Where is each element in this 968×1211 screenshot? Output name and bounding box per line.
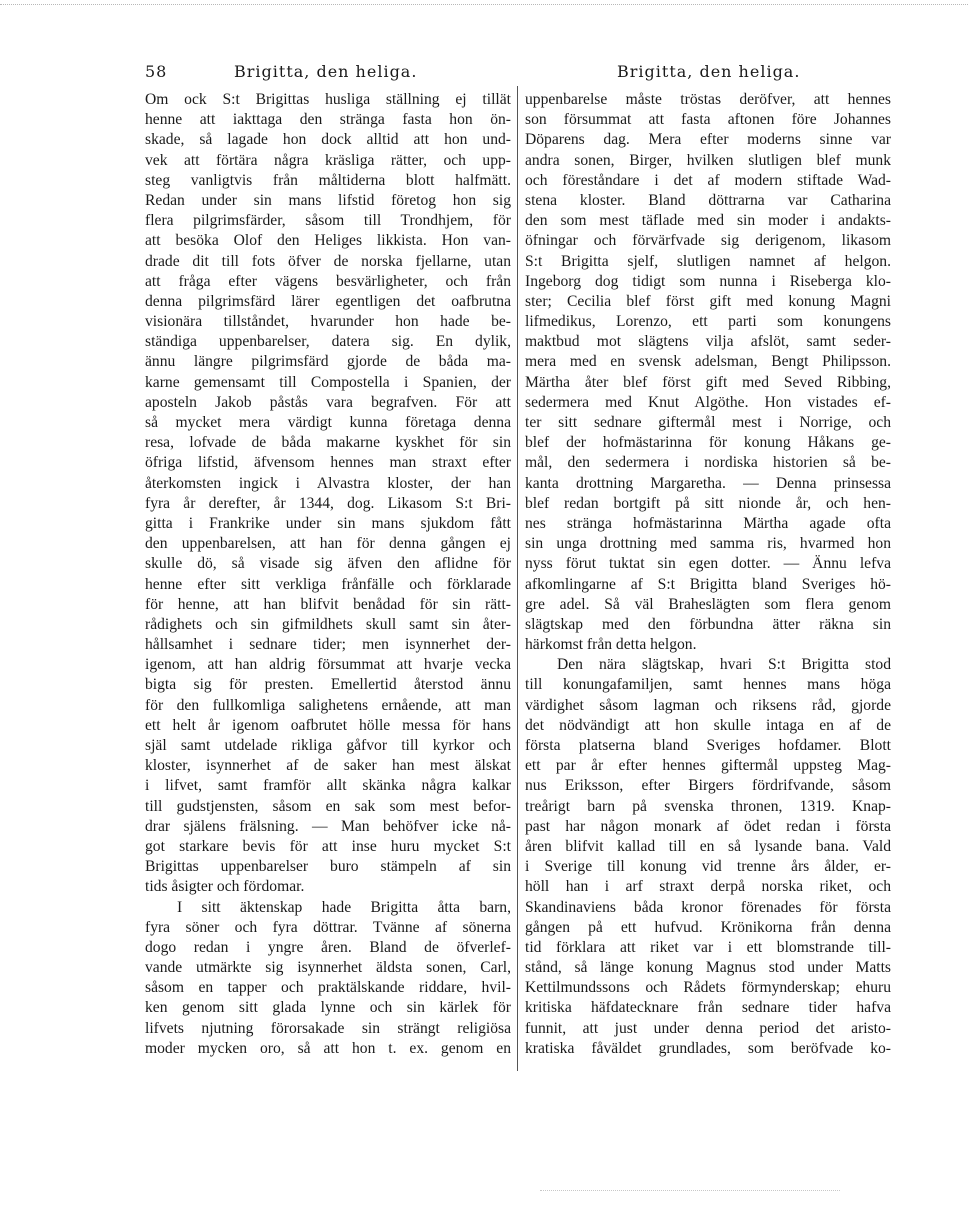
text-line: nus Eriksson, efter Birgers fördrifvande, såsom bbox=[525, 777, 891, 795]
text-line: slägtskap med den förbundna ätter räkna sin bbox=[525, 615, 891, 633]
text-line: för henne, att han blifvit benådad för sin rätt- bbox=[145, 595, 511, 613]
text-line: såsom en tapper och praktälskande riddare, hvil- bbox=[145, 979, 511, 997]
text-line: son försummat att fasta aftonen före Johannes bbox=[525, 111, 891, 129]
column-divider bbox=[517, 86, 518, 1071]
text-line: i lifvet, samt framför allt skänka några kalkar bbox=[145, 777, 511, 795]
text-line: kritiska häfdatecknare från sednare tider hafva bbox=[525, 999, 891, 1017]
text-line: Skandinaviens båda kronor förenades för första bbox=[525, 898, 891, 916]
text-line: nyss förut tuktat sin egen dotter. — Ännu lefva bbox=[525, 555, 891, 573]
text-line: henne efter sitt verkliga frånfälle och förklarade bbox=[145, 575, 511, 593]
text-line: hållsamhet i sednare tider; men isynnerhet der- bbox=[145, 636, 511, 654]
text-line: ständiga uppenbarelser, datera sig. En dylik, bbox=[145, 333, 511, 351]
text-line: till gudstjensten, såsom en sak som mest befor- bbox=[145, 797, 511, 815]
text-line: den som mest täflade med sin moder i andakts- bbox=[525, 212, 891, 230]
text-line: steg vanligtvis från måltiderna blott halfmätt. bbox=[145, 171, 511, 189]
text-line: blef der hofmästarinna för konung Håkans ge- bbox=[525, 434, 891, 452]
text-line: till konungafamiljen, samt hennes mans höga bbox=[525, 676, 891, 694]
text-line: stena kloster. Bland döttrarna var Catharina bbox=[525, 191, 891, 209]
text-line: moder mycken oro, så att hon t. ex. genom en bbox=[145, 1039, 511, 1057]
text-line: lifmedikus, Lorenzo, ett parti som konungens bbox=[525, 313, 891, 331]
text-line: gången på ett hufvud. Krönikorna från denna bbox=[525, 918, 891, 936]
text-line: ken genom sitt glada lynne och sin kärlek för bbox=[145, 999, 511, 1017]
text-line: i Sverige till konung vid trenne års ålder, er- bbox=[525, 858, 891, 876]
text-line: åren blifvit kallad till en så lysande bana. Vald bbox=[525, 837, 891, 855]
text-line: I sitt äktenskap hade Brigitta åtta barn, bbox=[177, 898, 511, 916]
text-line: mera med en svensk adelsman, Bengt Philipsson. bbox=[525, 353, 891, 371]
right-column bbox=[525, 90, 891, 1059]
text-line: blef redan bortgift på sitt nionde år, och hen- bbox=[525, 494, 891, 512]
text-line: afkomlingarne af S:t Brigitta bland Sveriges hö- bbox=[525, 575, 891, 593]
text-line: flera pilgrimsfärder, såsom till Trondhjem, för bbox=[145, 212, 511, 230]
page-number: 58 bbox=[145, 62, 168, 81]
text-line: got starkare bevis för att inse huru mycket S:t bbox=[145, 837, 511, 855]
text-line: drade dit till fots öfver de norska fjellarne, utan bbox=[145, 252, 511, 270]
text-line: rådighets och sin gifmildhets skull samt sin åter- bbox=[145, 615, 511, 633]
text-line: vande utmärkte sig isynnerhet äldsta sonen, Carl, bbox=[145, 959, 511, 977]
text-line: gitta i Frankrike under sin mans sjukdom fått bbox=[145, 514, 511, 532]
text-line: för den fullkomliga salighetens ernående, att man bbox=[145, 696, 511, 714]
text-line: skade, så lagade hon dock alltid att hon und- bbox=[145, 131, 511, 149]
text-line: dogo redan i yngre åren. Bland de öfverlef- bbox=[145, 938, 511, 956]
text-line: S:t Brigitta sjelf, slutligen namnet af helgon. bbox=[525, 252, 891, 270]
text-line: Döparens dag. Mera efter moderns sinne var bbox=[525, 131, 891, 149]
text-line: Märtha åter blef först gift med Seved Ribbing, bbox=[525, 373, 891, 391]
text-line: ter sitt sednare giftermål mest i Norrige, och bbox=[525, 414, 891, 431]
text-line: Redan under sin mans lifstid företog hon sig bbox=[145, 191, 511, 209]
text-line: mål, den sedermera i nordiska historien så be- bbox=[525, 454, 891, 472]
text-line: karne gemensamt till Compostella i Spanien, der bbox=[145, 373, 511, 391]
text-line: ett helt år igenom oafbrutet hölle messa för hans bbox=[145, 716, 511, 734]
text-line: sin unga drottning med samma ris, hvarmed hon bbox=[525, 535, 891, 553]
text-line: ännu längre pilgrimsfärd gjorde de båda ma- bbox=[145, 353, 511, 371]
text-line: första platserna bland Sveriges hofdamer. Blott bbox=[525, 737, 891, 754]
text-line: kloster, isynnerhet af de saker han mest älskat bbox=[145, 757, 511, 775]
text-line: tid förklara att riket var i ett blomstrande till- bbox=[525, 938, 891, 956]
text-line: visionära tillståndet, hvarunder hon hade be- bbox=[145, 313, 511, 331]
scan-top-edge bbox=[0, 4, 968, 5]
text-line: tids åsigter och fördomar. bbox=[145, 878, 305, 896]
text-line: Ingeborg dog tidigt som nunna i Riseberga klo- bbox=[525, 272, 891, 290]
text-line: treårigt barn på svenska thronen, 1319. Knap- bbox=[525, 797, 891, 815]
scan-bottom-mark bbox=[540, 1190, 840, 1191]
text-line: fyra söner och fyra döttrar. Tvänne af sönerna bbox=[145, 918, 511, 936]
left-column bbox=[145, 90, 511, 1059]
text-line: så mycket mera värdigt kunna företaga denna bbox=[145, 414, 511, 431]
text-line: öfningar och förvärfvade sig derigenom, likasom bbox=[525, 232, 891, 250]
text-line: past har någon monark af ödet redan i första bbox=[525, 817, 891, 835]
text-line: skulle dö, så visade sig äfven den aflidne för bbox=[145, 555, 511, 573]
text-line: bigta sig för presten. Emellertid återstod ännu bbox=[145, 676, 511, 694]
text-line: Den nära slägtskap, hvari S:t Brigitta stod bbox=[557, 656, 891, 674]
text-line: kanta drottning Margaretha. — Denna prinsessa bbox=[525, 474, 891, 492]
text-line: fyra år derefter, år 1344, dog. Likasom S:t Bri- bbox=[145, 494, 511, 512]
text-line: denna pilgrimsfärd lärer egentligen det oafbrutna bbox=[145, 292, 511, 310]
text-line: gre adel. Så väl Braheslägten som flera genom bbox=[525, 595, 891, 613]
text-line: öfriga lifstid, äfvensom hennes man straxt efter bbox=[145, 454, 511, 472]
text-line: den uppenbarelsen, att han för denna gången ej bbox=[145, 535, 511, 553]
text-line: värdighet såsom lagman och riksens råd, gjorde bbox=[525, 696, 891, 714]
text-line: återkomsten ingick i Alvastra kloster, der han bbox=[145, 474, 511, 492]
running-head-right: Brigitta, den heliga. bbox=[617, 62, 801, 81]
text-line: Kettilmundssons och Rådets förmynderskap; ehuru bbox=[525, 979, 891, 997]
text-line: kratiska fåväldet grundlades, som beröfvade ko- bbox=[525, 1039, 891, 1057]
text-line: sedermera med Knut Algöthe. Hon vistades ef- bbox=[525, 393, 891, 411]
text-line: igenom, att han aldrig försummat att hvarje vecka bbox=[145, 656, 511, 674]
text-line: uppenbarelse måste tröstas deröfver, att hennes bbox=[525, 91, 891, 108]
text-line: och föreståndare i det af modern stiftade Wad- bbox=[525, 171, 891, 189]
text-line: ett par år efter hennes giftermål uppsteg Mag- bbox=[525, 757, 891, 775]
text-line: vek att förtära några kräsliga rätter, och upp- bbox=[145, 151, 511, 169]
running-head-left: Brigitta, den heliga. bbox=[234, 62, 418, 81]
text-line: resa, lofvade de båda makarne kyskhet för sin bbox=[145, 434, 511, 452]
text-line: lifvets njutning förorsakade sin strängt religiösa bbox=[145, 1019, 511, 1037]
text-line: att fråga efter vägens besvärligheter, och från bbox=[145, 272, 511, 290]
text-line: maktbud mot slägtens vilja afslöt, samt seder- bbox=[525, 333, 891, 351]
text-line: det nödvändigt att hon skulle intaga en af de bbox=[525, 716, 891, 734]
text-line: själ samt utdelade rikliga gåfvor till kyrkor och bbox=[145, 737, 511, 754]
text-line: drar själens frälsning. — Man behöfver icke nå- bbox=[145, 817, 511, 835]
text-line: stånd, så länge konung Magnus stod under Matts bbox=[525, 959, 891, 977]
text-line: höll han i arf straxt derpå norska riket, och bbox=[525, 878, 891, 896]
text-line: aposteln Jakob påstås vara begrafven. För att bbox=[145, 393, 511, 411]
text-line: härkomst från detta helgon. bbox=[525, 636, 697, 654]
text-line: andra sonen, Birger, hvilken slutligen blef munk bbox=[525, 151, 891, 169]
text-line: funnit, att just under denna period det aristo- bbox=[525, 1019, 891, 1037]
text-line: ster; Cecilia blef först gift med konung Magni bbox=[525, 292, 891, 310]
text-line: henne att iakttaga den stränga fasta hon ön- bbox=[145, 111, 511, 129]
text-line: nes stränga hofmästarinna Märtha agade ofta bbox=[525, 514, 891, 532]
text-line: Brigittas uppenbarelser buro stämpeln af sin bbox=[145, 858, 511, 876]
text-line: att besöka Olof den Heliges likkista. Hon van- bbox=[145, 232, 511, 250]
text-line: Om ock S:t Brigittas husliga ställning ej tillät bbox=[145, 91, 511, 108]
